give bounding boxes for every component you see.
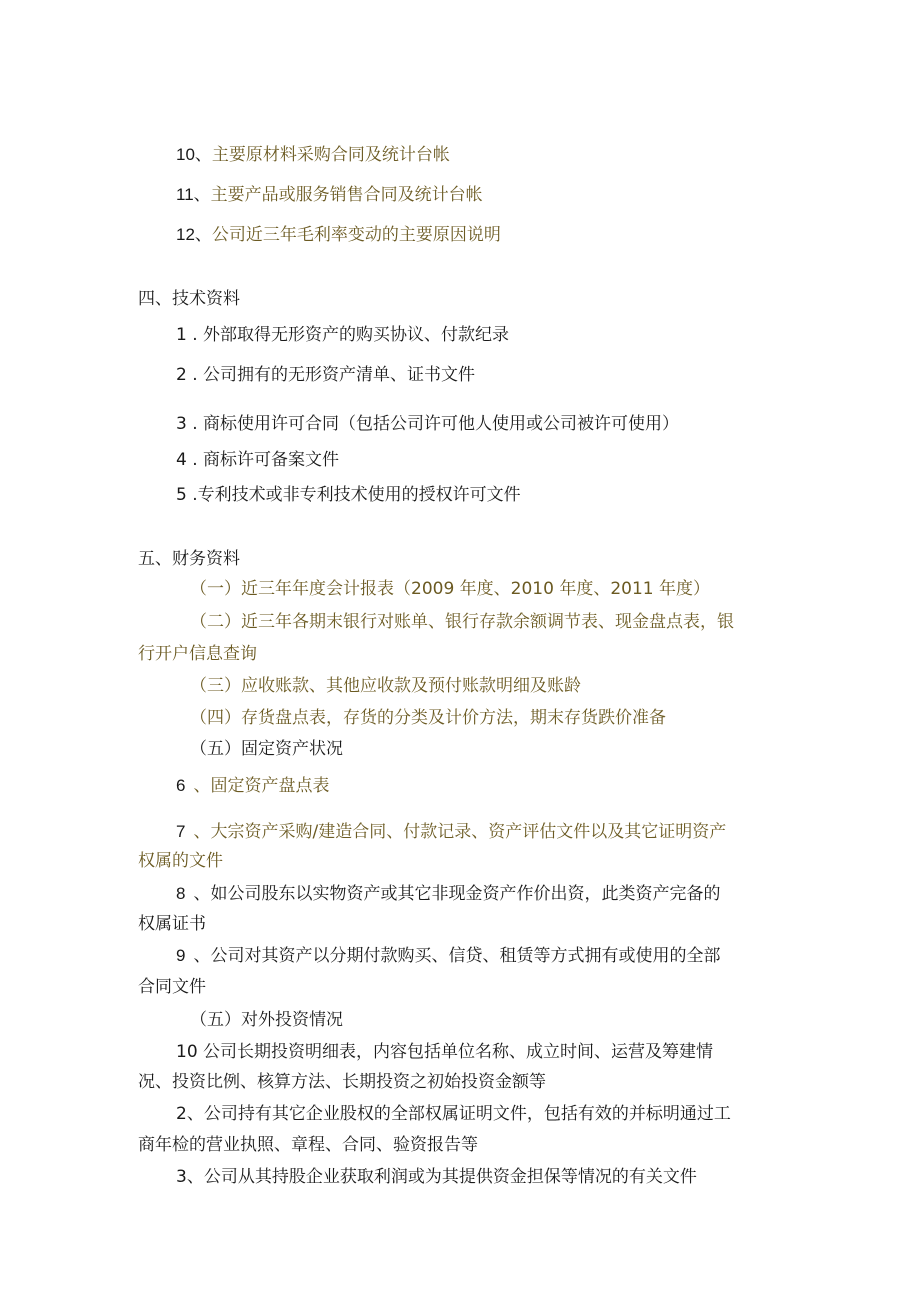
item-text: 公司近三年毛利率变动的主要原因说明 — [211, 225, 501, 245]
item-number: 11、 — [176, 185, 211, 204]
list-item — [176, 945, 720, 967]
item-text: 主要原材料采购合同及统计台帐 — [211, 145, 450, 165]
subsection-2: （二）近三年各期末银行对账单、银行存款余额调节表、现金盘点表，银 — [190, 612, 734, 632]
item-text: 、固定资产盘点表 — [193, 776, 330, 796]
list-item — [176, 775, 329, 797]
list-item: 3 . 商标使用许可合同（包括公司许可他人使用或公司被许可使用） — [176, 414, 680, 434]
item-text: 、如公司股东以实物资产或其它非现金资产作价出资，此类资产完备的 — [193, 884, 721, 904]
list-item-cont: 合同文件 — [138, 977, 206, 997]
item-number: 10、 — [176, 145, 212, 164]
section-heading-tech: 四、技术资料 — [138, 289, 240, 309]
list-item-cont: 权属证书 — [138, 914, 206, 934]
list-item: 2 . 公司拥有的无形资产清单、证书文件 — [176, 365, 476, 385]
list-item — [176, 224, 501, 246]
item-text: 主要产品或服务销售合同及统计台帐 — [210, 185, 483, 205]
list-item — [176, 821, 726, 843]
list-item — [176, 184, 483, 206]
list-item-cont: 商年检的营业执照、章程、合同、验资报告等 — [138, 1135, 478, 1155]
list-item-cont: 权属的文件 — [138, 851, 223, 871]
list-item: 4 . 商标许可备案文件 — [176, 450, 340, 470]
subsection-3: （三）应收账款、其他应收款及预付账款明细及账龄 — [190, 676, 581, 696]
list-item-cont: 况、投资比例、核算方法、长期投资之初始投资金额等 — [138, 1072, 546, 1092]
list-item: 2、公司持有其它企业股权的全部权属证明文件，包括有效的并标明通过工 — [176, 1104, 731, 1124]
subsection-2-cont: 行开户信息查询 — [138, 644, 257, 664]
list-item: 3、公司从其持股企业获取利润或为其提供资金担保等情况的有关文件 — [176, 1167, 697, 1187]
item-text: 、大宗资产采购/建造合同、付款记录、资产评估文件以及其它证明资产 — [193, 822, 727, 842]
list-item: 10 公司长期投资明细表，内容包括单位名称、成立时间、运营及筹建情 — [176, 1042, 714, 1062]
section-heading-finance: 五、财务资料 — [138, 549, 240, 569]
list-item: 5 .专利技术或非专利技术使用的授权许可文件 — [176, 485, 521, 505]
item-number: 12、 — [176, 225, 212, 244]
item-number: 6 — [176, 776, 186, 795]
item-text: 、公司对其资产以分期付款购买、信贷、租赁等方式拥有或使用的全部 — [193, 946, 721, 966]
list-item — [176, 883, 720, 905]
list-item: 1 . 外部取得无形资产的购买协议、付款纪录 — [176, 325, 510, 345]
subsection-5: （五）固定资产状况 — [190, 739, 343, 759]
subsection-1: （一）近三年年度会计报表（2009 年度、2010 年度、2011 年度） — [190, 579, 711, 599]
item-number: 8 — [176, 884, 186, 903]
subsection-investment: （五）对外投资情况 — [190, 1010, 343, 1030]
list-item — [176, 144, 450, 166]
item-number: 7 — [176, 822, 186, 841]
item-number: 9 — [176, 946, 186, 965]
subsection-4: （四）存货盘点表，存货的分类及计价方法，期末存货跌价准备 — [190, 708, 666, 728]
